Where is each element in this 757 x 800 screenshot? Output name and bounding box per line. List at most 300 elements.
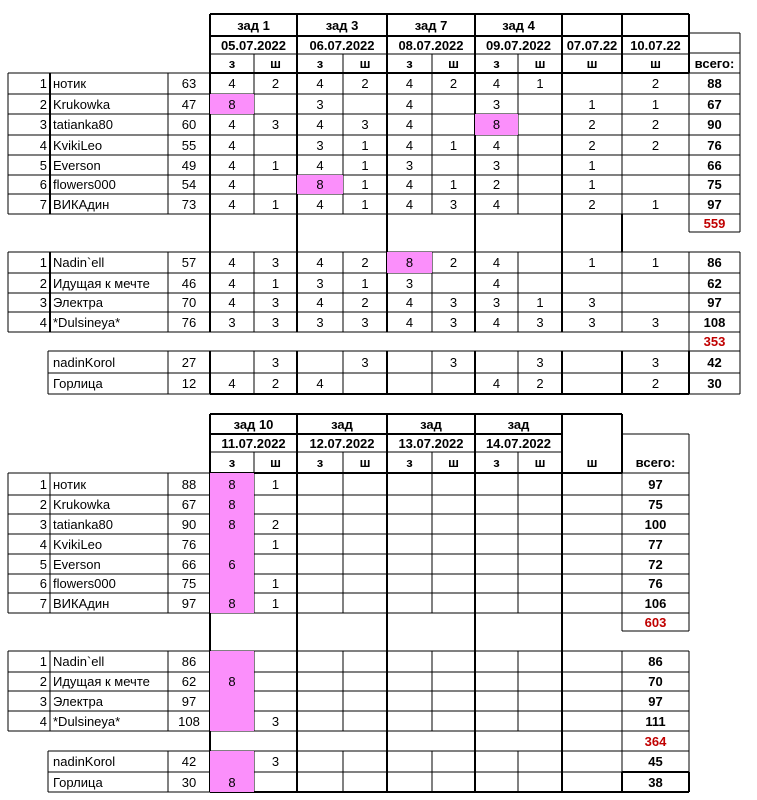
- score-cell: [254, 672, 297, 691]
- score-cell: 4: [228, 255, 236, 270]
- sh-header: ш: [448, 455, 459, 470]
- start-score: 73: [181, 196, 197, 212]
- score-cell: [210, 691, 254, 711]
- score-cell: [518, 495, 562, 514]
- row-total: 106: [644, 595, 667, 611]
- row-number: 2: [39, 275, 47, 291]
- start-score: 63: [181, 76, 197, 91]
- score-cell: [475, 351, 518, 373]
- z-header: з: [316, 455, 324, 470]
- score-cell: [518, 672, 562, 691]
- score-cell: [343, 554, 387, 574]
- sh-header: ш: [586, 455, 598, 470]
- start-score: 46: [181, 275, 197, 291]
- score-cell: 3: [536, 314, 544, 330]
- score-cell: [518, 114, 562, 135]
- score-cell: [518, 534, 562, 554]
- score-cell: [254, 495, 297, 514]
- date-header: 06.07.2022: [309, 37, 375, 53]
- score-cell: 3: [316, 314, 324, 330]
- start-score: 88: [181, 476, 197, 492]
- start-score: 42: [181, 754, 197, 769]
- score-cell: 1: [271, 536, 280, 552]
- score-cell: 4: [405, 76, 414, 91]
- score-cell: [518, 135, 562, 155]
- score-cell: 4: [405, 117, 414, 132]
- score-cell: 2: [588, 137, 596, 153]
- score-cell: [475, 593, 518, 613]
- row-number: 5: [39, 556, 47, 572]
- score-cell: [562, 473, 622, 495]
- score-cell: [622, 155, 689, 175]
- score-cell: 4: [316, 76, 324, 91]
- score-cell: 2: [271, 516, 280, 532]
- score-cell: 8: [228, 497, 236, 512]
- score-cell: [562, 351, 622, 373]
- score-cell: 8: [405, 255, 414, 270]
- score-cell: [343, 772, 387, 792]
- score-cell: 1: [536, 76, 544, 91]
- start-score: 97: [181, 693, 197, 709]
- score-cell: 2: [361, 295, 369, 310]
- score-cell: 4: [492, 137, 501, 153]
- score-cell: [518, 751, 562, 772]
- score-cell: [387, 495, 432, 514]
- start-score: 12: [181, 376, 197, 391]
- score-cell: [254, 135, 297, 155]
- score-cell: [297, 514, 343, 534]
- row-number: 1: [39, 255, 47, 270]
- score-cell: 3: [271, 354, 280, 370]
- score-cell: [343, 593, 387, 613]
- score-cell: [297, 574, 343, 593]
- row-total: 108: [703, 314, 726, 330]
- score-cell: [562, 751, 622, 772]
- score-cell: [518, 711, 562, 731]
- row-total: 97: [707, 196, 722, 212]
- score-cell: [432, 534, 475, 554]
- date-header: 09.07.2022: [485, 37, 552, 53]
- row-number: 5: [39, 157, 47, 173]
- row-total: 72: [648, 556, 663, 572]
- score-cell: 3: [316, 275, 324, 291]
- start-score: 66: [181, 556, 197, 572]
- score-cell: 3: [271, 295, 280, 310]
- row-total: 45: [648, 754, 663, 769]
- start-score: 57: [181, 255, 197, 270]
- score-cell: 1: [588, 157, 596, 173]
- score-cell: 1: [361, 157, 369, 173]
- date-header: 07.07.22: [566, 37, 618, 53]
- score-cell: [387, 772, 432, 792]
- score-cell: 3: [449, 196, 458, 212]
- date-header: 10.07.22: [630, 37, 681, 53]
- start-score: 62: [181, 674, 197, 689]
- total-header: всего:: [635, 455, 676, 470]
- sh-header: ш: [359, 455, 371, 470]
- start-score: 76: [181, 536, 197, 552]
- start-score: 90: [181, 516, 197, 532]
- score-cell: 4: [316, 117, 324, 132]
- participant-name: Горлица: [53, 376, 103, 391]
- score-cell: 1: [588, 177, 596, 192]
- score-cell: [432, 495, 475, 514]
- score-cell: [518, 574, 562, 593]
- score-cell: 8: [228, 516, 236, 532]
- date-header: 08.07.2022: [398, 37, 464, 53]
- row-total: 97: [707, 295, 722, 310]
- score-cell: [343, 534, 387, 554]
- score-cell: 2: [588, 117, 596, 132]
- start-score: 49: [181, 157, 197, 173]
- score-cell: [254, 772, 297, 792]
- participant-name: KvikiLeo: [53, 137, 103, 153]
- score-cell: [562, 772, 622, 792]
- score-cell: [475, 672, 518, 691]
- start-score: 47: [181, 96, 197, 112]
- start-score: 97: [181, 595, 197, 611]
- score-cell: [432, 473, 475, 495]
- score-cell: 3: [492, 157, 501, 173]
- score-cell: 8: [228, 674, 236, 689]
- score-cell: [562, 554, 622, 574]
- score-cell: [518, 252, 562, 273]
- z-header: з: [316, 56, 324, 71]
- row-number: 1: [39, 76, 47, 91]
- score-cell: [562, 593, 622, 613]
- participant-name: nadinKorol: [53, 354, 116, 370]
- score-cell: [622, 273, 689, 293]
- score-cell: 1: [271, 157, 280, 173]
- start-score: 27: [181, 354, 197, 370]
- start-score: 86: [181, 654, 197, 669]
- row-number: 6: [39, 576, 47, 591]
- score-cell: [387, 651, 432, 672]
- score-cell: 2: [361, 255, 369, 270]
- score-cell: [432, 514, 475, 534]
- score-cell: [518, 772, 562, 792]
- row-total: 90: [707, 117, 722, 132]
- score-cell: [475, 473, 518, 495]
- score-cell: [562, 574, 622, 593]
- score-cell: [343, 672, 387, 691]
- score-cell: [254, 175, 297, 194]
- score-cell: [210, 651, 254, 672]
- participant-name: Электра: [53, 295, 103, 310]
- z-header: з: [493, 56, 500, 71]
- score-cell: 3: [405, 157, 414, 173]
- participant-name: tatianka80: [53, 117, 113, 132]
- score-cell: [297, 772, 343, 792]
- date-header: 12.07.2022: [309, 435, 375, 451]
- task-header: зад: [507, 416, 530, 432]
- score-cell: [518, 175, 562, 194]
- score-cell: [475, 711, 518, 731]
- score-cell: [387, 593, 432, 613]
- score-cell: 3: [588, 314, 596, 330]
- score-cell: 4: [405, 137, 414, 153]
- row-total: 86: [648, 654, 663, 669]
- participant-name: нотик: [53, 76, 87, 91]
- score-cell: [432, 672, 475, 691]
- total-header: всего:: [694, 55, 735, 71]
- score-cell: [562, 514, 622, 534]
- score-cell: 2: [449, 76, 458, 91]
- score-cell: 8: [316, 177, 324, 192]
- score-cell: [562, 373, 622, 394]
- row-number: 4: [39, 314, 47, 330]
- participant-name: *Dulsineya*: [53, 713, 121, 729]
- score-cell: 4: [228, 275, 236, 291]
- score-cell: [432, 155, 475, 175]
- score-cell: [343, 711, 387, 731]
- score-cell: 4: [228, 76, 236, 91]
- row-number: 4: [39, 137, 47, 153]
- participant-name: KvikiLeo: [53, 536, 103, 552]
- score-cell: [297, 593, 343, 613]
- row-number: 1: [39, 476, 47, 492]
- sh-header: ш: [270, 56, 281, 71]
- participant-name: Krukowka: [53, 96, 111, 112]
- score-cell: 3: [651, 354, 660, 370]
- score-cell: [432, 554, 475, 574]
- score-cell: [297, 351, 343, 373]
- z-header: з: [493, 455, 500, 470]
- score-cell: 3: [492, 295, 501, 310]
- score-cell: 4: [405, 295, 414, 310]
- score-cell: [210, 574, 254, 593]
- row-number: 3: [39, 295, 47, 310]
- participant-name: Nadin`ell: [53, 255, 105, 270]
- score-cell: 4: [405, 96, 414, 112]
- start-score: 70: [181, 295, 197, 310]
- participant-name: flowers000: [53, 576, 116, 591]
- score-cell: 4: [228, 376, 236, 391]
- score-cell: [518, 94, 562, 114]
- score-cell: 3: [271, 117, 280, 132]
- start-score: 54: [181, 177, 197, 192]
- row-total: 86: [707, 255, 722, 270]
- sh-header: ш: [534, 455, 546, 470]
- score-cell: [297, 473, 343, 495]
- score-cell: [562, 651, 622, 672]
- start-score: 60: [181, 117, 197, 132]
- group-sum: 353: [703, 334, 726, 349]
- row-number: 4: [39, 713, 47, 729]
- score-cell: 3: [449, 295, 458, 310]
- row-number: 3: [39, 117, 47, 132]
- participant-name: нотик: [53, 476, 87, 492]
- score-cell: [432, 114, 475, 135]
- score-cell: 2: [361, 76, 369, 91]
- score-cell: [475, 574, 518, 593]
- score-cell: [210, 751, 254, 772]
- score-cell: 3: [316, 137, 324, 153]
- participant-name: Krukowka: [53, 497, 111, 512]
- task-header: зад 10: [233, 416, 274, 432]
- row-total: 75: [707, 177, 722, 192]
- row-total: 42: [707, 354, 722, 370]
- score-cell: [343, 473, 387, 495]
- score-cell: [297, 711, 343, 731]
- score-cell: [343, 495, 387, 514]
- score-cell: [622, 293, 689, 312]
- row-number: 3: [39, 693, 47, 709]
- start-score: 75: [181, 576, 197, 591]
- task-header: зад: [420, 416, 442, 432]
- participant-name: Nadin`ell: [53, 654, 105, 669]
- score-cell: 4: [316, 157, 324, 173]
- score-cell: 3: [449, 314, 458, 330]
- score-cell: [432, 574, 475, 593]
- z-header: з: [228, 455, 236, 470]
- participant-name: flowers000: [53, 177, 116, 192]
- score-cell: 1: [449, 177, 458, 192]
- score-cell: [518, 651, 562, 672]
- score-cell: 8: [228, 774, 236, 790]
- sh-header: ш: [586, 56, 598, 71]
- row-total: 75: [648, 497, 663, 512]
- score-cell: [387, 351, 432, 373]
- start-score: 67: [181, 497, 197, 512]
- score-cell: 4: [492, 196, 501, 212]
- row-total: 100: [644, 516, 667, 532]
- score-cell: 4: [228, 117, 236, 132]
- date-header: 11.07.2022: [221, 435, 286, 451]
- score-cell: 3: [651, 314, 660, 330]
- score-cell: [210, 711, 254, 731]
- score-cell: 8: [228, 96, 236, 112]
- score-cell: 1: [271, 275, 280, 291]
- participant-name: Идущая к мечте: [53, 674, 150, 689]
- date-header: 14.07.2022: [485, 435, 552, 451]
- score-cell: 1: [271, 595, 280, 611]
- participant-name: Everson: [53, 157, 101, 173]
- sh-header: ш: [359, 56, 371, 71]
- score-cell: [297, 534, 343, 554]
- row-total: 38: [648, 774, 663, 790]
- score-cell: 8: [492, 117, 501, 132]
- participant-name: tatianka80: [53, 516, 113, 532]
- score-cell: [432, 94, 475, 114]
- score-cell: 1: [361, 275, 369, 291]
- date-header: 05.07.2022: [220, 37, 287, 53]
- score-cell: [387, 534, 432, 554]
- score-cell: [622, 175, 689, 194]
- score-cell: [254, 691, 297, 711]
- score-cell: 3: [316, 96, 324, 112]
- row-total: 77: [648, 536, 663, 552]
- score-cell: 4: [228, 137, 236, 153]
- score-cell: 3: [271, 255, 280, 270]
- score-cell: 3: [588, 295, 596, 310]
- score-cell: [562, 495, 622, 514]
- score-cell: [387, 751, 432, 772]
- score-cell: 4: [228, 177, 236, 192]
- score-cell: 2: [651, 76, 660, 91]
- score-cell: [518, 473, 562, 495]
- score-cell: [562, 273, 622, 293]
- score-cell: [210, 534, 254, 554]
- row-total: 30: [707, 376, 722, 391]
- score-cell: 1: [651, 255, 660, 270]
- score-cell: 1: [361, 177, 369, 192]
- z-header: з: [406, 455, 413, 470]
- score-cell: [387, 691, 432, 711]
- score-cell: 4: [405, 196, 414, 212]
- score-cell: [432, 651, 475, 672]
- score-cell: 1: [651, 96, 660, 112]
- score-cell: 2: [449, 255, 458, 270]
- task-header: зад: [331, 416, 353, 432]
- participant-name: Идущая к мечте: [53, 275, 150, 291]
- group-sum: 603: [644, 614, 667, 630]
- score-cell: [432, 273, 475, 293]
- score-cell: [254, 651, 297, 672]
- row-number: 7: [39, 196, 47, 212]
- score-cell: [210, 351, 254, 373]
- score-cell: [343, 94, 387, 114]
- score-cell: 3: [492, 96, 501, 112]
- score-cell: [387, 711, 432, 731]
- score-cell: 2: [271, 76, 280, 91]
- score-cell: 4: [316, 376, 324, 391]
- start-score: 30: [181, 774, 197, 790]
- score-cell: [387, 554, 432, 574]
- row-number: 7: [39, 595, 47, 611]
- score-cell: [432, 593, 475, 613]
- score-cell: 1: [651, 196, 660, 212]
- score-cell: [297, 554, 343, 574]
- score-cell: [518, 155, 562, 175]
- z-header: з: [228, 56, 236, 71]
- score-cell: [562, 672, 622, 691]
- score-cell: 4: [492, 376, 501, 391]
- score-cell: [387, 514, 432, 534]
- score-cell: [297, 651, 343, 672]
- score-cell: 6: [228, 556, 236, 572]
- score-cell: [475, 554, 518, 574]
- score-cell: [475, 772, 518, 792]
- group-sum: 364: [644, 733, 667, 749]
- participant-name: nadinKorol: [53, 754, 116, 769]
- score-cell: [562, 534, 622, 554]
- row-number: 2: [39, 96, 47, 112]
- score-cell: [475, 751, 518, 772]
- start-score: 108: [178, 713, 200, 729]
- row-number: 2: [39, 497, 47, 512]
- score-cell: 2: [492, 177, 501, 192]
- score-cell: 2: [536, 376, 544, 391]
- score-cell: 1: [271, 476, 280, 492]
- score-cell: 2: [271, 376, 280, 391]
- sh-header: ш: [534, 56, 546, 71]
- score-cell: [297, 495, 343, 514]
- score-cell: 1: [271, 576, 280, 591]
- score-cell: 3: [228, 314, 236, 330]
- task-header: зад 1: [237, 17, 270, 33]
- score-cell: [432, 373, 475, 394]
- score-cell: 4: [228, 295, 236, 310]
- score-cell: [343, 514, 387, 534]
- score-cell: [518, 514, 562, 534]
- score-cell: [432, 691, 475, 711]
- score-cell: 2: [651, 117, 660, 132]
- score-cell: 3: [361, 117, 369, 132]
- sh-header: ш: [448, 56, 459, 71]
- score-cell: 3: [271, 754, 280, 769]
- row-total: 111: [645, 713, 666, 729]
